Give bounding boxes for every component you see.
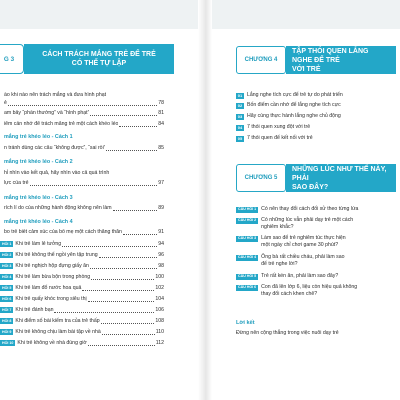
question-item[interactable] xyxy=(236,206,400,213)
case-entry[interactable] xyxy=(0,273,164,281)
section-heading: mắng trẻ khéo léo - Cách 1 xyxy=(4,134,73,140)
left-page xyxy=(0,0,198,400)
toc-entry-page: 85 xyxy=(158,145,164,151)
case-text: Khi trẻ làm lẻ tưởng xyxy=(15,241,62,247)
case-page: 100 xyxy=(155,274,164,280)
item-number: 02 xyxy=(237,103,243,108)
leader-dots xyxy=(30,185,158,186)
leader-dots xyxy=(82,290,154,291)
case-text: Khi trẻ nghịch hộp đựng giấy ăn xyxy=(15,263,89,269)
leader-dots xyxy=(123,234,157,235)
case-entry[interactable] xyxy=(0,317,164,325)
toc-entry[interactable] xyxy=(4,229,164,237)
right-page xyxy=(212,0,400,400)
chapter-3-title-line-1: CÁCH TRÁCH MẮNG TRẺ ĐỂ TRẺ xyxy=(42,51,156,58)
case-text: Khi điểm số bài kiểm tra của trẻ thấp xyxy=(15,318,100,324)
leader-dots xyxy=(113,210,158,211)
toc-entry[interactable] xyxy=(4,121,164,129)
item-number: 03 xyxy=(237,114,243,119)
chapter-4-header xyxy=(236,46,396,74)
case-tag: HỐI 10 xyxy=(2,341,14,345)
chapter-4-badge: CHƯƠNG 4 xyxy=(236,46,286,74)
toc-entry-text: ào khi nào nên trách mắng và đưa hình phạt xyxy=(4,92,107,98)
toc-entry[interactable] xyxy=(4,145,164,153)
leader-dots xyxy=(54,312,154,313)
conclusion-heading: Lời kết xyxy=(236,320,255,326)
case-entry[interactable] xyxy=(0,295,164,303)
leader-dots xyxy=(99,257,158,258)
toc-entry[interactable] xyxy=(4,180,164,188)
question-tag: CÂU HỎI 6 xyxy=(238,285,257,290)
chapter-4-title-line-2: VỚI TRẺ xyxy=(292,65,321,73)
question-tag: CÂU HỎI 5 xyxy=(238,274,257,279)
item-text: Bốn điểm cần nhớ để lắng nghe tích cực xyxy=(247,102,341,108)
case-tag: HỐI 9 xyxy=(2,330,12,334)
leader-dots xyxy=(88,345,155,346)
list-item[interactable] xyxy=(236,102,398,109)
chapter-5-title xyxy=(286,164,396,192)
case-page: 110 xyxy=(155,329,164,335)
question-item[interactable] xyxy=(236,217,400,232)
item-text: Lắng nghe tích cực để trẻ tự do phát triển xyxy=(247,92,343,98)
question-item[interactable] xyxy=(236,235,400,250)
toc-entry[interactable] xyxy=(4,110,164,118)
toc-entry-page: 78 xyxy=(158,100,164,106)
case-tag: HỐI 8 xyxy=(2,319,12,323)
case-text: Khi trẻ làm đổ nước hoa quả xyxy=(15,285,82,291)
chapter-4-title-line-1: TẬP THÓI QUEN LẮNG NGHE ĐỂ TRẺ xyxy=(292,47,369,64)
case-page: 106 xyxy=(155,307,164,313)
page-gutter xyxy=(198,0,212,400)
chapter-5-header xyxy=(236,164,396,192)
chapter-4-title xyxy=(286,46,396,74)
case-text: Khi trẻ đánh bạn xyxy=(15,307,54,313)
question-line: Con đã lên lớp 6, liệu còn hiệu quả không xyxy=(261,284,358,290)
case-text: Khi trẻ làm bừa bộn trong phòng xyxy=(15,274,91,280)
question-line: một ngày chỉ chơi game 30 phút? xyxy=(261,242,339,249)
leader-dots xyxy=(8,105,157,106)
question-tag: CÂU HỎI 2 xyxy=(238,218,257,223)
leader-dots xyxy=(119,126,157,127)
toc-entry[interactable] xyxy=(4,205,164,213)
toc-entry[interactable] xyxy=(4,170,164,178)
case-entry[interactable] xyxy=(0,251,164,259)
leader-dots xyxy=(62,246,157,247)
list-item[interactable] xyxy=(236,124,398,131)
conclusion-entry[interactable]: Đừng nên cộng thẳng trong việc nuôi dạy trẻ xyxy=(236,330,339,336)
leader-dots xyxy=(106,150,157,151)
case-page: 112 xyxy=(155,340,164,346)
toc-entry-text: bo trẻ biết cảm xúc của bố mẹ một cách thẳng thắn xyxy=(4,229,122,235)
toc-entry-page: 91 xyxy=(158,229,164,235)
chapter-3-header xyxy=(0,44,174,74)
toc-entry-text: n tránh dùng các câu “không được”, “sai rồi” xyxy=(4,145,106,151)
chapter-5-badge: CHƯƠNG 5 xyxy=(236,164,286,192)
toc-entry-page: 81 xyxy=(158,110,164,116)
case-entry[interactable] xyxy=(0,328,164,336)
leader-dots xyxy=(91,279,154,280)
chapter-3-badge: G 3 xyxy=(0,44,24,74)
toc-entry-text: lực của trẻ xyxy=(4,180,29,186)
case-tag: HỐI 7 xyxy=(2,308,12,312)
question-tag: CÂU HỎI 4 xyxy=(238,255,257,260)
item-text: 7 thói quen xung đột với trẻ xyxy=(247,124,311,130)
case-page: 102 xyxy=(155,285,164,291)
question-line: thay đổi cách khen chê? xyxy=(261,291,318,298)
leader-dots xyxy=(90,268,157,269)
toc-entry-text: ẻ xyxy=(4,100,7,106)
case-entry[interactable] xyxy=(0,284,164,292)
item-text: Hãy cùng thực hành lắng nghe chủ động xyxy=(247,113,341,119)
toc-entry[interactable] xyxy=(4,100,164,108)
question-line: Có nên thay đổi cách đối xử theo từng lứa xyxy=(261,206,359,212)
leader-dots xyxy=(102,334,155,335)
toc-entry-page: 84 xyxy=(158,121,164,127)
item-number: 05 xyxy=(237,136,243,141)
item-number: 04 xyxy=(237,125,243,130)
toc-entry-text: hỉ nhìn vào kết quả, hãy nhìn vào cả quá trình xyxy=(4,170,110,176)
toc-entry[interactable] xyxy=(4,92,164,100)
case-page: 96 xyxy=(158,252,164,258)
case-tag: HỐI 2 xyxy=(2,253,12,257)
question-item[interactable] xyxy=(236,254,400,269)
toc-entry-page: 89 xyxy=(158,205,164,211)
case-tag: HỐI 5 xyxy=(2,286,12,290)
case-entry[interactable] xyxy=(0,339,164,347)
list-item[interactable] xyxy=(236,92,398,99)
question-line: Ông bà rất chiều cháu, phải làm sao xyxy=(261,254,345,260)
question-item[interactable] xyxy=(236,284,400,299)
toc-entry-text: iểm cần nhớ để trách mắng trẻ một cách khéo léo xyxy=(4,121,119,127)
case-page: 94 xyxy=(158,241,164,247)
case-tag: HỐI 6 xyxy=(2,297,12,301)
toc-entry-text: am bẫy “phần thưởng” và “hình phạt” xyxy=(4,110,90,116)
section-heading: mắng trẻ khéo léo - Cách 2 xyxy=(4,159,73,165)
item-text: 7 thói quen để kết nối với trẻ xyxy=(247,135,313,141)
list-item[interactable] xyxy=(236,135,398,142)
section-heading: mắng trẻ khéo léo - Cách 3 xyxy=(4,195,73,201)
toc-entry-text: rích lí do của những hành động không nên làm xyxy=(4,205,112,211)
case-tag: HỐI 4 xyxy=(2,275,12,279)
item-number: 01 xyxy=(237,93,243,98)
case-tag: HỐI 3 xyxy=(2,264,12,268)
case-page: 98 xyxy=(158,263,164,269)
case-text: Khi trẻ quấy khóc trong siêu thị xyxy=(15,296,87,302)
case-entry[interactable] xyxy=(0,240,164,248)
leader-dots xyxy=(101,323,155,324)
chapter-3-title xyxy=(24,44,174,74)
leader-dots xyxy=(90,115,157,116)
question-line: nghiêm khắc? xyxy=(261,224,294,231)
question-tag: CÂU HỎI 1 xyxy=(238,207,257,212)
list-item[interactable] xyxy=(236,113,398,120)
case-entry[interactable] xyxy=(0,262,164,270)
toc-entry-page: 97 xyxy=(158,180,164,186)
question-item[interactable] xyxy=(236,273,400,280)
case-entry[interactable] xyxy=(0,306,164,314)
question-line: Làm sao để trẻ nghiêm túc thực hiện xyxy=(261,235,346,241)
leader-dots xyxy=(88,301,155,302)
question-tag: CÂU HỎI 3 xyxy=(238,236,257,241)
case-page: 108 xyxy=(155,318,164,324)
case-page: 104 xyxy=(155,296,164,302)
case-text: Khi trẻ không thể ngồi yên tập trung xyxy=(15,252,98,258)
question-line: Trẻ rất kén ăn, phải làm sao đây? xyxy=(261,273,339,279)
chapter-5-title-line-1: NHỮNG LÚC NHƯ THẾ NÀY, PHẢI xyxy=(292,165,387,182)
question-line: để trẻ nghe lời? xyxy=(261,261,298,268)
chapter-3-title-line-2: CÓ THỂ TỰ LẬP xyxy=(71,60,127,67)
case-text: Khi trẻ không chịu làm bài tập về nhà xyxy=(15,329,101,335)
section-heading: mắng trẻ khéo léo - Cách 4 xyxy=(4,219,73,225)
chapter-5-title-line-2: SAO ĐÂY? xyxy=(292,183,329,191)
case-text: Khi trẻ không về nhà đúng giờ xyxy=(17,340,87,346)
case-tag: HỐI 1 xyxy=(2,242,12,246)
question-line: Có những lúc vẫn phải dạy trẻ một cách xyxy=(261,217,354,223)
